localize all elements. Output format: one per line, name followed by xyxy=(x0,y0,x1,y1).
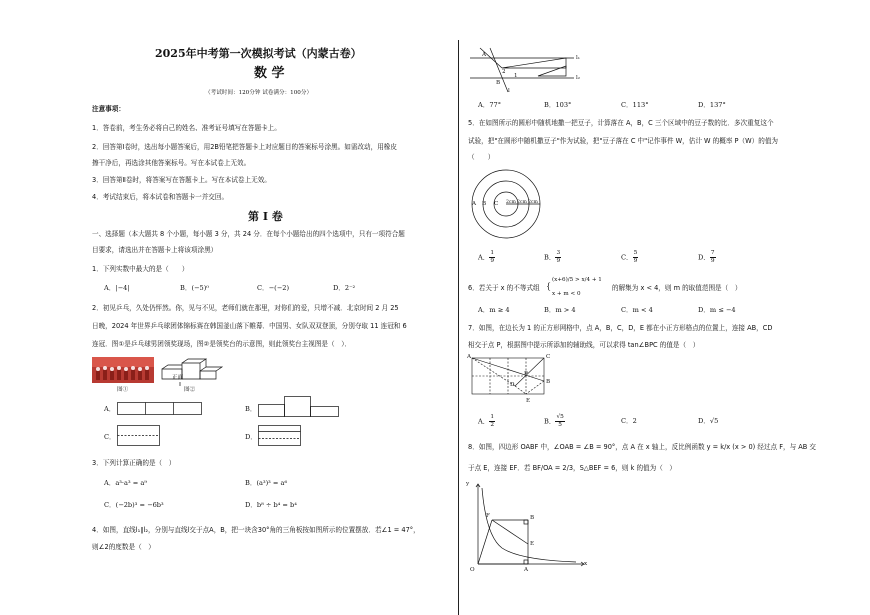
q8-label-x: x xyxy=(584,561,588,567)
q7-option-b[interactable]: B． $\frac{√5}{5}$ xyxy=(544,414,564,428)
q8-label-b: B xyxy=(530,515,535,521)
q5-label-2cm-1: 2cm xyxy=(506,200,516,205)
q2-option-a-figure xyxy=(117,402,207,416)
q7-stem-2: 相交于点 P，根据图中提示所添加的辅助线，可以求得 tan∠BPC 的值是（ ） xyxy=(468,341,700,349)
q8-stem-1: 8．如图，四边形 OABF 中，∠OAB = ∠B = 90°，点 A 在 x 轴上，反比例函数 y = k/x (x > 0) 经过点 F，与 AB 交 xyxy=(468,443,817,451)
note-2: 2．回答第Ⅰ卷时，选出每小题答案后，用2B铅笔把答题卡上对应题目的答案标号涂黑。如需改动，用橡皮 xyxy=(92,143,397,151)
note-3: 3．回答第Ⅱ卷时，将答案写在答题卡上。写在本试卷上无效。 xyxy=(92,176,271,184)
q5-option-c-num: 5 xyxy=(633,250,638,256)
q5-option-a-den: 9 xyxy=(490,258,495,264)
exam-title: 2025年中考第一次模拟考试（内蒙古卷） xyxy=(155,47,362,60)
q2-option-c-figure xyxy=(117,425,163,447)
q4-option-c[interactable]: C．113° xyxy=(621,101,649,109)
q5-label-c: C xyxy=(494,201,499,207)
q5-option-a[interactable]: A． $\frac{1}{9}$ xyxy=(478,250,495,264)
q6-option-c[interactable]: C．m < 4 xyxy=(621,306,653,314)
q1-option-b[interactable]: B．(−5)⁰ xyxy=(180,284,209,292)
q2-option-a[interactable]: A． xyxy=(104,405,116,413)
q8-label-e: E xyxy=(530,541,535,547)
q2-stem-3: 连冠．图①是乒乓球男团领奖现场，图②是领奖台的示意图，则此领奖台主视图是（ ）． xyxy=(92,340,352,348)
q2-option-c[interactable]: C． xyxy=(104,433,116,441)
q3-option-c[interactable]: C．(−2b)³ = −6b³ xyxy=(104,501,164,509)
q8-stem-2: 于点 E，连接 EF．若 BF/OA = 2/3，S△BEF = 6，则 k 的值为（ ） xyxy=(468,464,677,472)
q4-label-l1: l₁ xyxy=(576,55,581,61)
q2-option-d-figure xyxy=(258,425,304,447)
q4-option-d[interactable]: D．137° xyxy=(698,101,726,109)
q5-stem-2: 试验，把"在圆形中随机撒豆子"作为试验，把"豆子落在 C 中"记作事件 W，估计 W 的概率 P（W）的值为 xyxy=(468,137,779,145)
q1-option-d[interactable]: D．2⁻² xyxy=(333,284,356,292)
q5-option-d-num: 7 xyxy=(710,250,715,256)
q2-stem-2: 日晚，2024 年世界乒乓球团体锦标赛在韩国釜山落下帷幕．中国男、女队双双登顶，分别夺取 11 连冠和 6 xyxy=(92,322,407,330)
q5-option-a-num: 1 xyxy=(490,250,495,256)
q2-option-d[interactable]: D． xyxy=(245,433,257,441)
q3-option-b[interactable]: B．(a³)³ = a⁶ xyxy=(245,479,288,487)
q1-option-c[interactable]: C．−(−2) xyxy=(257,284,290,292)
q5-stem-1: 5．在如图所示的圆形中随机地撒一把豆子，计算落在 A，B，C 三个区域中的豆子数的比．多次重复这个 xyxy=(468,119,774,127)
q6-inequality-1: (x+6)/5 > x/4 + 1 xyxy=(552,277,602,283)
note-2-cont: 擦干净后，再选涂其他答案标号。写在本试卷上无效。 xyxy=(92,159,251,167)
q3-option-a[interactable]: A．a³·a³ = a⁹ xyxy=(104,479,147,487)
q8-label-f: F xyxy=(486,513,490,519)
q5-option-c-den: 9 xyxy=(633,258,638,264)
q5-stem-3: （ ） xyxy=(468,153,495,161)
q4-option-a[interactable]: A．77° xyxy=(478,101,502,109)
q4-label-l: l xyxy=(508,88,510,94)
note-4: 4．考试结束后，将本试卷和答题卡一并交回。 xyxy=(92,193,229,201)
q8-label-o: O xyxy=(470,567,475,573)
q3-stem: 3．下列计算正确的是（ ） xyxy=(92,459,176,467)
q7-label-a: A xyxy=(467,354,472,360)
q6-option-d[interactable]: D．m ≤ −4 xyxy=(698,306,736,314)
q7-option-a[interactable]: A． $\frac{1}{2}$ xyxy=(478,414,495,428)
q7-option-c[interactable]: C．2 xyxy=(621,417,637,425)
q2-option-b[interactable]: B． xyxy=(245,405,257,413)
q1-option-a[interactable]: A．|−4| xyxy=(104,284,130,292)
q2-fig1-label: 图① xyxy=(117,387,129,393)
q6-inequality-2: x + m < 0 xyxy=(552,291,581,297)
q6-option-b[interactable]: B．m > 4 xyxy=(544,306,576,314)
column-divider xyxy=(458,40,459,615)
section-instruction: 一、选择题（本大题共 8 个小题，每小题 3 分，共 24 分．在每个小题给出的四个选项中，只有一项符合题 xyxy=(92,230,405,238)
note-1: 1．答卷前，考生务必将自己的姓名、准考证号填写在答题卡上。 xyxy=(92,124,281,132)
q6-stem-pre: 6．若关于 x 的不等式组 xyxy=(468,284,540,292)
exam-info: （考试时间：120分钟 试卷满分：100分） xyxy=(205,90,313,96)
right-column xyxy=(462,0,870,615)
q5-option-b-den: 9 xyxy=(556,258,561,264)
q7-label-e: E xyxy=(526,398,531,404)
section-instruction-cont: 目要求，请选出并在答题卡上将该项涂黑） xyxy=(92,246,218,254)
q7-stem-1: 7．如图，在边长为 1 的正方形网格中，点 A，B，C，D，E 都在小正方形格点的位置上，连接 AB，CD xyxy=(468,324,773,332)
q7-label-d: D xyxy=(510,382,515,388)
q4-stem-1: 4．如图，直线l₁∥l₂，分别与直线l交于点A，B，把一块含30°角的三角板按如图所示的位置摆放．若∠1 = 47°， xyxy=(92,526,420,534)
q2-option-b-figure xyxy=(258,396,344,418)
q7-label-b: B xyxy=(546,379,551,385)
section-title: 第 Ⅰ 卷 xyxy=(248,210,283,223)
q1-stem: 1．下列实数中最大的是（ ） xyxy=(92,265,189,273)
q5-option-b[interactable]: B． $\frac{3}{9}$ xyxy=(544,250,561,264)
q7-label-c: C xyxy=(546,354,551,360)
q2-fig2-label: 图② xyxy=(184,387,196,393)
q2-front-label: 正面 xyxy=(172,375,184,381)
q8-coordinate-figure xyxy=(468,482,588,570)
notes-heading: 注意事项： xyxy=(92,105,125,113)
ceremony-photo-figures xyxy=(92,357,154,383)
q2-stem-1: 2．初见乒乓，久处仍怦然。你，见与不见，老师们就在那里，对你们的爱，只增不减．北京时间 2 月 25 xyxy=(92,304,399,312)
q7-option-d[interactable]: D．√5 xyxy=(698,417,719,425)
q6-stem-post: 的解集为 x < 4，则 m 的取值范围是（ ） xyxy=(612,284,742,292)
q8-label-y: y xyxy=(466,481,470,487)
q7-label-p: P xyxy=(524,371,528,377)
podium-3d-figure xyxy=(160,357,220,387)
q5-option-b-num: 3 xyxy=(556,250,561,256)
q4-label-2: 2 xyxy=(502,69,506,75)
q5-label-b: B xyxy=(482,201,487,207)
q5-option-c[interactable]: C． $\frac{5}{9}$ xyxy=(621,250,638,264)
q4-label-1: 1 xyxy=(514,73,518,79)
q6-system-brace: { xyxy=(546,282,552,291)
q5-option-d[interactable]: D． $\frac{7}{9}$ xyxy=(698,250,715,264)
q5-option-d-den: 9 xyxy=(710,258,715,264)
q4-label-l2: l₂ xyxy=(576,75,581,81)
q4-label-a: A xyxy=(482,52,487,58)
q8-label-a: A xyxy=(524,567,529,573)
q7-grid-figure xyxy=(470,356,550,402)
ceremony-photo xyxy=(92,357,154,383)
q4-stem-2: 则∠2的度数是（ ） xyxy=(92,543,155,551)
q6-option-a[interactable]: A．m ≥ 4 xyxy=(478,306,510,314)
q4-option-b[interactable]: B．103° xyxy=(544,101,572,109)
subject-title: 数 学 xyxy=(254,66,285,81)
q4-label-b: B xyxy=(496,80,501,86)
q5-label-a: A xyxy=(472,201,477,207)
q5-label-2cm-3: 2cm xyxy=(528,200,538,205)
q5-label-2cm-2: 2cm xyxy=(517,200,527,205)
q3-option-d[interactable]: D．b⁸ ÷ b⁴ = b⁴ xyxy=(245,501,297,509)
